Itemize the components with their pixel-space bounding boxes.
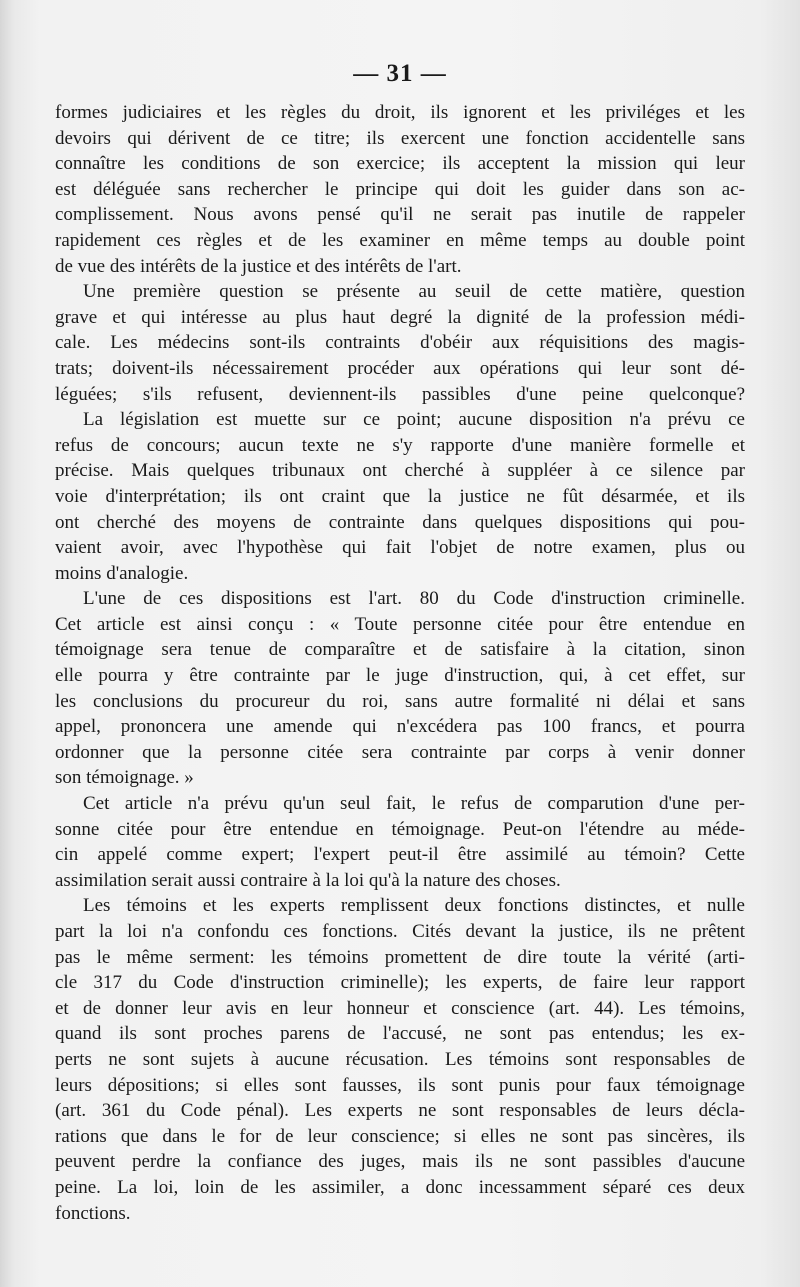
text-line: grave et qui intéresse au plus haut degré la dignité de la profession médi- [55, 306, 745, 328]
text-line: son témoignage. » [55, 767, 194, 789]
text-line: assimilation serait aussi contraire à la loi qu'à la nature des choses. [55, 869, 561, 891]
text-line: elle pourra y être contrainte par le juge d'instruction, qui, à cet effet, sur [55, 665, 745, 687]
text-line: voie d'interprétation; ils ont craint que la justice ne fût désarmée, et ils [55, 485, 745, 507]
text-line: L'une de ces dispositions est l'art. 80 du Code d'instruction criminelle. [83, 588, 745, 610]
text-line: Une première question se présente au seuil de cette matière, question [83, 281, 745, 303]
text-line: sonne citée pour être entendue en témoignage. Peut-on l'étendre au méde- [55, 818, 745, 840]
text-line: peine. La loi, loin de les assimiler, a donc incessamment séparé ces deux [55, 1176, 745, 1198]
text-line: quand ils sont proches parens de l'accusé, ne sont pas entendus; les ex- [55, 1023, 745, 1045]
text-line: est déléguée sans rechercher le principe qui doit les guider dans son ac- [55, 178, 745, 200]
text-line: fonctions. [55, 1202, 131, 1224]
text-line: perts ne sont sujets à aucune récusation. Les témoins sont responsables de [55, 1048, 745, 1070]
text-line: formes judiciaires et les règles du droit, ils ignorent et les priviléges et les [55, 102, 745, 123]
text-line: refus de concours; aucun texte ne s'y rapporte d'une manière formelle et [55, 434, 745, 456]
text-line: rapidement ces règles et de les examiner en même temps au double point [55, 229, 745, 251]
text-line: trats; doivent-ils nécessairement procéder aux opérations qui leur sont dé- [55, 357, 745, 379]
text-line: Cet article n'a prévu qu'un seul fait, le refus de comparution d'une per- [83, 793, 745, 815]
text-line: Cet article est ainsi conçu : « Toute personne citée pour être entendue en [55, 613, 745, 635]
text-line: Les témoins et les experts remplissent deux fonctions distinctes, et nulle [83, 895, 745, 917]
text-line: cale. Les médecins sont-ils contraints d'obéir aux réquisitions des magis- [55, 332, 745, 354]
text-line: précise. Mais quelques tribunaux ont cherché à suppléer à ce silence par [55, 460, 745, 482]
text-line: pas le même serment: les témoins promettent de dire toute la vérité (arti- [55, 946, 745, 968]
text-line: (art. 361 du Code pénal). Les experts ne sont responsables de leurs décla- [55, 1100, 745, 1122]
body-text [55, 100, 745, 1226]
text-line: devoirs qui dérivent de ce titre; ils exercent une fonction accidentelle sans [55, 127, 745, 149]
text-line: et de donner leur avis en leur honneur et conscience (art. 44). Les témoins, [55, 997, 745, 1019]
text-line: appel, prononcera une amende qui n'excédera pas 100 francs, et pourra [55, 716, 745, 738]
page-number: — 31 — [353, 60, 447, 87]
text-line: La législation est muette sur ce point; aucune disposition n'a prévu ce [83, 409, 745, 431]
text-line: leurs dépositions; si elles sont fausses, ils sont punis pour faux témoignage [55, 1074, 745, 1096]
text-line: ordonner que la personne citée sera contrainte par corps à venir donner [55, 741, 745, 763]
text-line: ont cherché des moyens de contrainte dans quelques dispositions qui pou- [55, 511, 745, 533]
text-line: rations que dans le for de leur conscience; si elles ne sont pas sincères, ils [55, 1125, 745, 1147]
text-line: cle 317 du Code d'instruction criminelle); les experts, de faire leur rapport [55, 972, 745, 994]
text-line: connaître les conditions de son exercice; ils acceptent la mission qui leur [55, 153, 745, 175]
text-line: témoignage sera tenue de comparaître et de satisfaire à la citation, sinon [55, 639, 745, 661]
text-line: de vue des intérêts de la justice et des intérêts de l'art. [55, 255, 462, 277]
text-line: moins d'analogie. [55, 562, 189, 584]
text-line: peuvent perdre la confiance des juges, mais ils ne sont passibles d'aucune [55, 1151, 745, 1173]
text-line: cin appelé comme expert; l'expert peut-il être assimilé au témoin? Cette [55, 844, 745, 866]
text-line: part la loi n'a confondu ces fonctions. Cités devant la justice, ils ne prêtent [55, 921, 745, 942]
text-line: vaient avoir, avec l'hypothèse qui fait l'objet de notre examen, plus ou [55, 537, 745, 559]
text-line: complissement. Nous avons pensé qu'il ne serait pas inutile de rappeler [55, 204, 745, 226]
text-line: les conclusions du procureur du roi, sans autre formalité ni délai et sans [55, 690, 745, 712]
text-line: léguées; s'ils refusent, deviennent-ils passibles d'une peine quelconque? [55, 383, 745, 405]
